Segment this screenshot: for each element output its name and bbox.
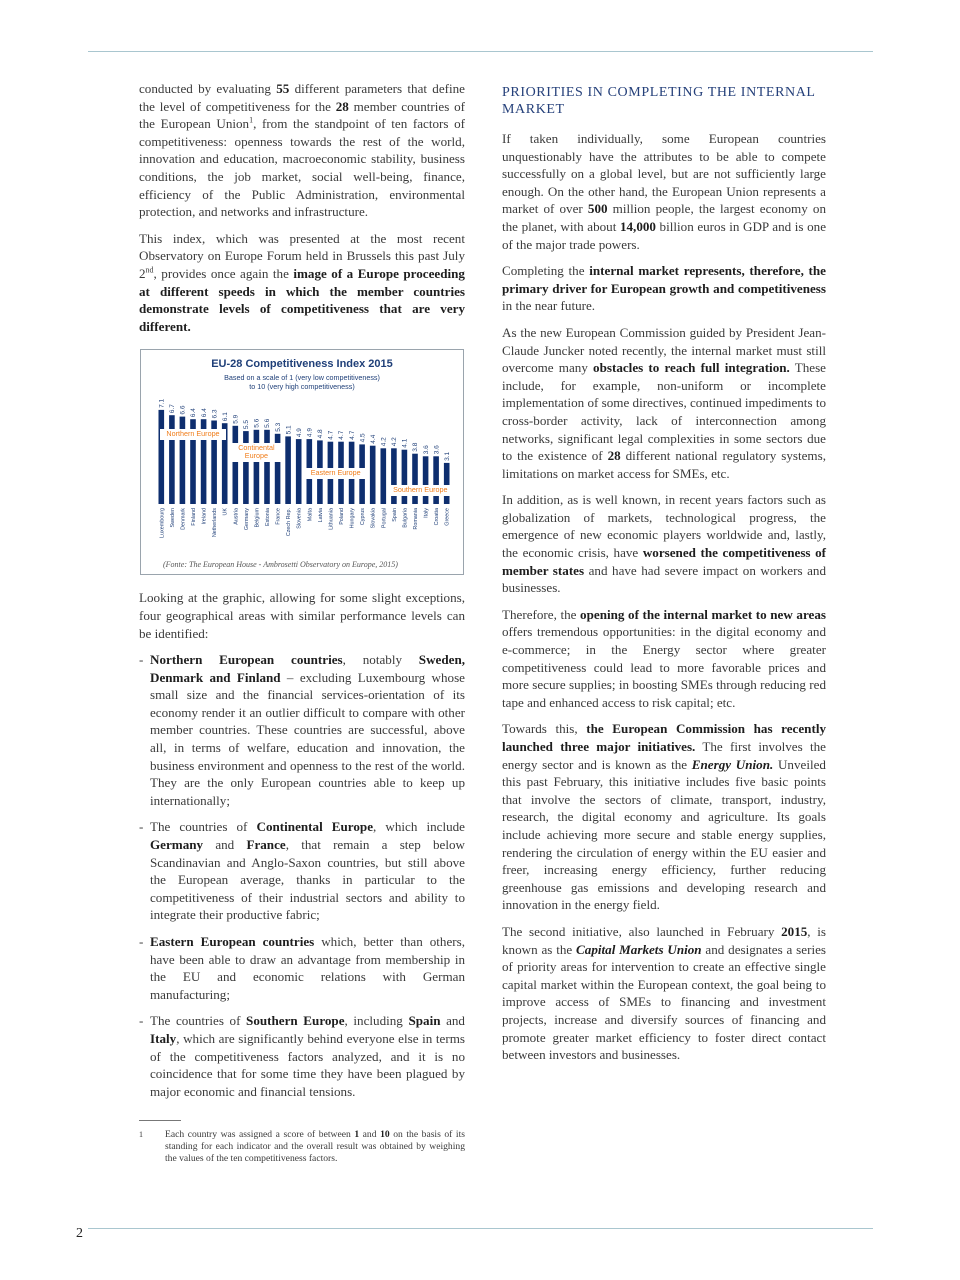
- chart-category-label: Hungary: [349, 508, 356, 529]
- chart-category-label: Romania: [413, 508, 419, 530]
- chart-value-label: 4.2: [380, 437, 388, 447]
- chart-category-label: Denmark: [180, 508, 187, 531]
- chart-bar: [381, 449, 387, 505]
- chart-category-label: Ireland: [201, 508, 208, 525]
- chart-value-label: 5.9: [232, 415, 240, 425]
- paragraph-internal-market: Completing the internal market represents, therefore, the primary driver for European growth and competitiveness in the near future.: [502, 263, 826, 314]
- list-item: [139, 651, 465, 809]
- chart-category-label: Germany: [243, 508, 250, 531]
- chart-category-label: Greece: [444, 508, 451, 526]
- chart-value-label: 5.3: [274, 423, 282, 433]
- chart-value-label: 6.1: [221, 412, 229, 422]
- graphic-paragraph: Looking at the graphic, allowing for some slight exceptions, four geographical areas with similar performance levels can be identified:: [139, 590, 465, 641]
- chart-value-label: 5.5: [243, 420, 251, 430]
- chart-group-label: Eastern Europe: [310, 468, 361, 478]
- chart-category-label: Italy: [423, 508, 430, 519]
- chart-value-label: 4.2: [391, 437, 399, 447]
- list-item: [139, 933, 465, 1003]
- chart-bar: [423, 457, 429, 505]
- chart-category-label: Bulgaria: [402, 508, 409, 529]
- list-item: [139, 818, 465, 924]
- chart-category-label: Sweden: [169, 508, 176, 528]
- chart-bar: [444, 463, 450, 504]
- chart-category-label: Portugal: [381, 508, 388, 529]
- list-item-text: The countries of Continental Europe, which include Germany and France, that remain a step below Scandinavian and Anglo-Saxon countries, but still above the European average, thanks in particular to the competitiveness of their industrial sectors and ability to integrate their productive fabric;: [150, 819, 466, 923]
- chart-value-label: 5.6: [253, 419, 261, 429]
- chart-value-label: 4.1: [401, 438, 409, 449]
- paragraph-obstacles: As the new European Commission guided by President Jean-Claude Juncker noted recently, the internal market must still overcome many obstacles to reach full integration. These include, for example, non-uniform or incomplete implementation of some directives, continued impediments to cross-border activity, lack of interconnection among networks, significant legal complexities in some sectors due to the existence of 28 different national regulatory systems, limitations on market access for SMEs, etc.: [502, 324, 826, 481]
- chart-value-label: 5.1: [285, 425, 293, 435]
- chart-category-label: Czech Rep.: [286, 508, 293, 537]
- chart-category-label: Lithuania: [328, 508, 335, 531]
- chart-group-label: Northern Europe: [166, 429, 220, 439]
- chart-value-label: 6.6: [179, 405, 187, 415]
- chart-subtitle: Based on a scale of 1 (very low competitiveness) to 10 (very high competitiveness): [224, 373, 380, 392]
- chart-source: (Fonte: The European House - Ambrosetti Observatory on Europe, 2015): [163, 560, 398, 570]
- chart-group-label: Europe: [244, 451, 268, 461]
- section-heading: PRIORITIES IN COMPLETING THE INTERNAL MARKET: [502, 85, 816, 117]
- chart-bar: [233, 426, 239, 504]
- list-item: [139, 1012, 465, 1100]
- chart-category-label: Netherlands: [212, 508, 219, 538]
- chart-category-label: Poland: [339, 508, 345, 526]
- footnote: [139, 1129, 465, 1165]
- list-dash: -: [139, 819, 144, 835]
- chart-value-label: 6.3: [211, 409, 219, 419]
- chart-category-label: Slovenia: [296, 508, 303, 529]
- intro-paragraph: conducted by evaluating 55 different parameters that define the level of competitiveness for the 28 member countries of the European Union$^1$, from the standpoint of ten factors of competitiveness: openness towards the rest of the world, innovation and education, macroeconomic stability, business conditions, the job market, social well-being, finance, efficiency of the Public Administration, environmental protection, and networks and infrastructure.: [139, 81, 466, 220]
- chart-value-label: 4.4: [369, 434, 377, 445]
- regions-list: [139, 651, 465, 1100]
- chart-value-label: 5.6: [264, 419, 272, 429]
- chart-category-label: France: [275, 508, 282, 526]
- competitiveness-chart: [140, 349, 464, 575]
- chart-category-label: Estonia: [265, 508, 271, 527]
- paragraph-crisis: In addition, as is well known, in recent years factors such as globalization of markets, technological progress, the emergence of new economic players worldwide and, lastly, the economic crisis, have worsened the competitiveness of member states and have had severe impact on workers and businesses.: [502, 492, 827, 596]
- footnote-rule: [139, 1120, 181, 1121]
- chart-bar: [285, 437, 291, 505]
- list-dash: -: [139, 934, 144, 949]
- chart-value-label: 3.6: [422, 445, 430, 455]
- chart-value-label: 3.6: [433, 445, 441, 455]
- chart-category-label: Finland: [191, 508, 197, 526]
- chart-bar: [412, 454, 418, 504]
- footnote-mark: 1: [139, 1130, 143, 1140]
- chart-category-label: UK: [222, 508, 229, 516]
- paragraph-initiatives: Towards this, the European Commission has recently launched three major initiatives. The first involves the energy sector and is known as the Energy Union. Unveiled this past February, this initiative includes five basic points that involve the sectors of climate, transport, industry, research, the digital economy and agriculture. Its goals include achieving more secure and stable energy supplies, rendering the circulation of energy within the EU easier and freer, increasing energy efficiency, further reducing greenhouse gas emissions and developing research and innovation in the energy field.: [502, 721, 826, 913]
- chart-title: EU-28 Competitiveness Index 2015: [211, 358, 393, 371]
- list-dash: -: [139, 1013, 144, 1029]
- chart-group-label: Southern Europe: [393, 485, 448, 495]
- page-number: 2: [76, 1226, 83, 1241]
- chart-category-label: Latvia: [317, 508, 324, 523]
- top-rule: [88, 51, 873, 52]
- paragraph-capital-markets: The second initiative, also launched in February 2015, is known as the Capital Markets Union and designates a series of priority areas for intervention to create an effective single capital market within the European context, the goal being to improve access of SMEs to financing and investment projects, increase and diversify sources of financing and promote greater market efficiency to foster direct contact between investors and businesses.: [502, 923, 826, 1063]
- chart-value-label: 4.7: [348, 430, 356, 441]
- chart-group-label: Continental: [238, 443, 275, 453]
- list-item-text: Northern European countries, notably Sweden, Denmark and Finland – excluding Luxembourg whose small size and the financial services-orientation of its economy render it an outlier difficult to compare with other member countries. These countries are successful, above all, in terms of welfare, education and innovation, the business environment and openness to the rest of the world. They are the only European countries able to keep up internationally;: [150, 652, 465, 808]
- chart-bar: [159, 410, 165, 504]
- chart-svg: [141, 350, 463, 574]
- chart-category-label: Austria: [233, 508, 240, 526]
- list-dash: -: [139, 652, 144, 668]
- chart-category-label: Slovakia: [370, 508, 377, 529]
- chart-value-label: 7.1: [158, 399, 166, 409]
- chart-value-label: 4.5: [359, 433, 367, 443]
- chart-bar: [264, 430, 270, 504]
- chart-value-label: 4.7: [327, 430, 335, 441]
- chart-bar: [254, 430, 260, 504]
- chart-bar: [296, 439, 302, 504]
- index-paragraph: This index, which was presented at the most recent Observatory on Europe Forum held in Brussels this past July 2nd, provides once again the image of a Europe proceeding at different speeds in which the member countries demonstrate levels of competitiveness that are very different.: [139, 230, 465, 334]
- chart-value-label: 6.4: [190, 408, 198, 418]
- chart-value-label: 4.9: [295, 428, 303, 438]
- chart-category-label: Cyprus: [360, 508, 367, 526]
- chart-category-label: Spain: [391, 508, 398, 523]
- chart-value-label: 4.8: [317, 429, 325, 439]
- list-item-text: The countries of Southern Europe, including Spain and Italy, which are significantly behind everyone else in terms of the competitiveness factors analyzed, and it is no coincidence that for some time they have been plagued by major economic and financial tensions.: [150, 1013, 465, 1099]
- chart-bar: [370, 446, 376, 504]
- chart-category-label: Malta: [307, 508, 314, 522]
- paragraph-opening: Therefore, the opening of the internal market to new areas offers tremendous opportunities: in the digital economy and e-commerce; in the Energy sector where greater competitiveness could lead to more favorable prices and more secure supplies; in boosting SMEs through reducing red tape and enhanced access to risk capital; etc.: [502, 606, 826, 710]
- chart-value-label: 4.9: [306, 428, 314, 438]
- list-item-text: Eastern European countries which, better than others, have been able to draw an advantage from membership in the EU and economic relations with German manufacturing;: [150, 934, 465, 1002]
- right-column: [502, 80, 826, 1073]
- paragraph-market-size: If taken individually, some European countries unquestionably have the attributes to be able to compete successfully on a global level, but are not sufficiently large enough. On the other hand, the European Union represents a market of over 500 million people, the largest economy on the planet, with about 14,000 billion euros in GDP and is one of the major trade powers.: [502, 131, 827, 252]
- chart-category-label: Croatia: [434, 508, 441, 526]
- footnote-text: Each country was assigned a score of between 1 and 10 on the basis of its standing for each indicator and the overall result was obtained by weighing the values of the ten competitiveness factors.: [165, 1129, 465, 1165]
- left-column: [139, 80, 465, 1165]
- chart-value-label: 6.4: [200, 408, 208, 418]
- chart-bar: [433, 457, 439, 505]
- chart-category-label: Belgium: [254, 508, 261, 528]
- chart-value-label: 6.7: [169, 404, 177, 414]
- chart-value-label: 3.8: [412, 442, 420, 453]
- chart-value-label: 3.1: [443, 452, 451, 462]
- bottom-rule: [88, 1228, 873, 1229]
- chart-value-label: 4.7: [338, 430, 346, 441]
- chart-category-label: Luxembourg: [159, 508, 166, 539]
